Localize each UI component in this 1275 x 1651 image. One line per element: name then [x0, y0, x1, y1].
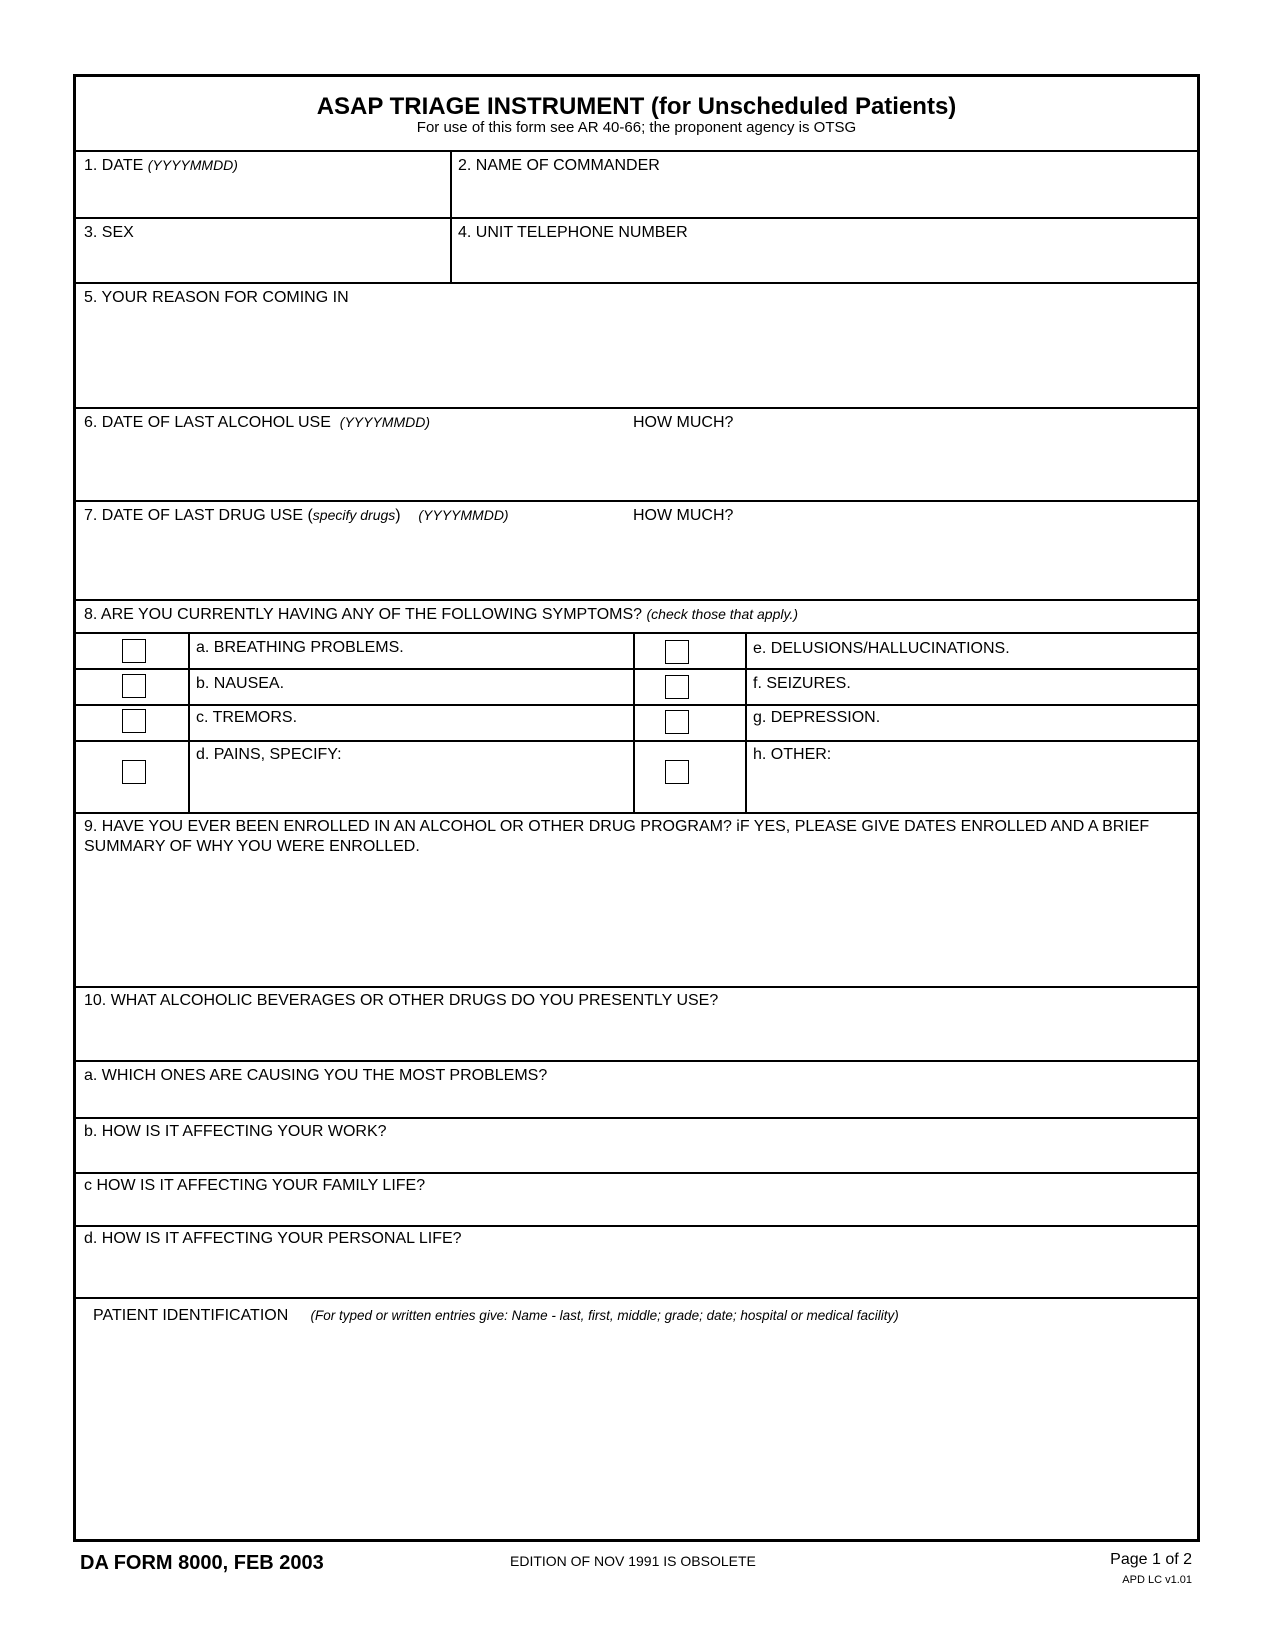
pains-checkbox[interactable] — [122, 760, 146, 784]
divider — [76, 150, 1197, 152]
form-subtitle: For use of this form see AR 40-66; the proponent agency is OTSG — [416, 119, 857, 136]
nausea-checkbox[interactable] — [122, 674, 146, 698]
symptoms-question — [84, 606, 798, 624]
symptom-label: b. NAUSEA. — [196, 675, 285, 692]
date-label: 1. DATE — [84, 157, 144, 174]
present-use-question[interactable]: 10. WHAT ALCOHOLIC BEVERAGES OR OTHER DRUGS DO YOU PRESENTLY USE? — [84, 992, 719, 1009]
divider — [76, 1060, 1197, 1062]
triage-form — [73, 74, 1200, 1542]
patient-identification-field[interactable] — [93, 1307, 899, 1325]
symptom-label: g. DEPRESSION. — [753, 709, 881, 726]
divider — [76, 668, 1197, 670]
sex-field[interactable]: 3. SEX — [84, 224, 134, 241]
page-number: Page 1 of 2 — [1110, 1551, 1192, 1568]
divider — [76, 1172, 1197, 1174]
column-divider — [745, 632, 747, 812]
divider — [76, 1225, 1197, 1227]
last-alcohol-use-field[interactable] — [84, 414, 430, 432]
symptom-label: f. SEIZURES. — [753, 675, 851, 692]
drug-program-question-line1: 9. HAVE YOU EVER BEEN ENROLLED IN AN ALCOHOL OR OTHER DRUG PROGRAM? iF YES, PLEASE GIVE DATES ENROLLED AND A BRIEF — [84, 818, 1150, 835]
symptoms-label: 8. ARE YOU CURRENTLY HAVING ANY OF THE FOLLOWING SYMPTOMS? — [84, 606, 643, 623]
version-label: APD LC v1.01 — [1122, 1574, 1192, 1586]
column-divider — [188, 632, 190, 812]
drug-how-much-field[interactable]: HOW MUCH? — [633, 507, 734, 524]
divider — [76, 740, 1197, 742]
drug-program-answer-area[interactable] — [76, 814, 1197, 984]
form-number: DA FORM 8000, FEB 2003 — [80, 1552, 324, 1574]
delusions-hallucinations-checkbox[interactable] — [665, 640, 689, 664]
date-field[interactable] — [84, 157, 238, 175]
divider — [76, 1117, 1197, 1119]
reason-field[interactable]: 5. YOUR REASON FOR COMING IN — [84, 289, 349, 306]
work-effect-question[interactable]: b. HOW IS IT AFFECTING YOUR WORK? — [84, 1123, 387, 1140]
other-checkbox[interactable] — [665, 760, 689, 784]
divider — [76, 599, 1197, 601]
last-drug-use-label: 7. DATE OF LAST DRUG USE ( — [84, 507, 313, 524]
divider — [76, 1297, 1197, 1299]
personal-effect-question[interactable]: d. HOW IS IT AFFECTING YOUR PERSONAL LIFE? — [84, 1230, 462, 1247]
form-title: ASAP TRIAGE INSTRUMENT (for Unscheduled Patients) — [316, 93, 957, 120]
most-problems-question[interactable]: a. WHICH ONES ARE CAUSING YOU THE MOST PROBLEMS? — [84, 1067, 548, 1084]
divider — [76, 986, 1197, 988]
seizures-checkbox[interactable] — [665, 675, 689, 699]
last-alcohol-use-label: 6. DATE OF LAST ALCOHOL USE — [84, 414, 331, 431]
divider — [76, 704, 1197, 706]
divider — [76, 500, 1197, 502]
symptom-label: a. BREATHING PROBLEMS. — [196, 639, 404, 656]
symptoms-hint: (check those that apply.) — [646, 606, 798, 622]
divider — [76, 632, 1197, 634]
divider — [76, 282, 1197, 284]
symptom-label: h. OTHER: — [753, 746, 832, 763]
last-drug-use-field[interactable] — [84, 507, 509, 525]
column-divider — [633, 632, 635, 812]
commander-name-field[interactable]: 2. NAME OF COMMANDER — [458, 157, 660, 174]
symptom-label: d. PAINS, SPECIFY: — [196, 746, 342, 763]
date-hint: (YYYYMMDD) — [147, 157, 238, 173]
divider — [76, 407, 1197, 409]
depression-checkbox[interactable] — [665, 710, 689, 734]
symptom-label: e. DELUSIONS/HALLUCINATIONS. — [753, 640, 1010, 657]
last-drug-use-label-close: ) — [395, 507, 401, 524]
drug-program-question-line2: SUMMARY OF WHY YOU WERE ENROLLED. — [84, 838, 420, 855]
breathing-problems-checkbox[interactable] — [122, 639, 146, 663]
patient-identification-hint: (For typed or written entries give: Name - last, first, middle; grade; date; hospital or medical facility) — [310, 1308, 899, 1323]
alcohol-how-much-field[interactable]: HOW MUCH? — [633, 414, 734, 431]
divider — [76, 217, 1197, 219]
unit-telephone-field[interactable]: 4. UNIT TELEPHONE NUMBER — [458, 224, 688, 241]
tremors-checkbox[interactable] — [122, 709, 146, 733]
specify-drugs-hint: specify drugs — [312, 507, 396, 523]
family-effect-question[interactable]: c HOW IS IT AFFECTING YOUR FAMILY LIFE? — [84, 1177, 426, 1194]
column-divider — [450, 150, 452, 282]
last-alcohol-use-hint: (YYYYMMDD) — [339, 414, 431, 430]
symptom-label: c. TREMORS. — [196, 709, 298, 726]
edition-note: EDITION OF NOV 1991 IS OBSOLETE — [510, 1553, 756, 1569]
last-drug-use-hint: (YYYYMMDD) — [418, 507, 509, 523]
patient-identification-label: PATIENT IDENTIFICATION — [93, 1307, 289, 1324]
